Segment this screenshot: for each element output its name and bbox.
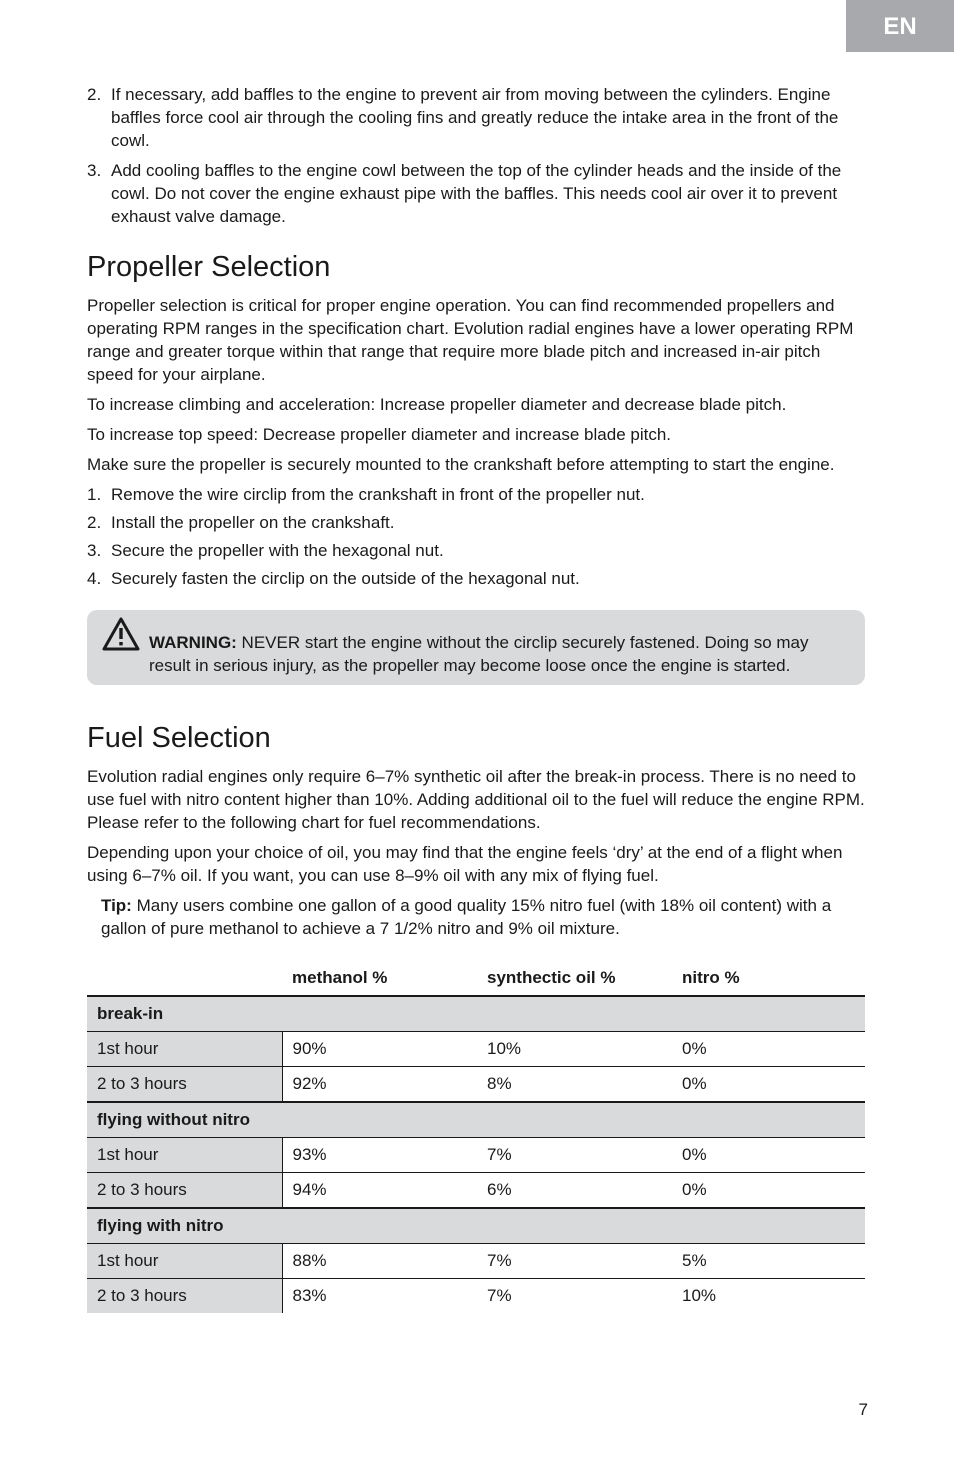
language-tab: EN bbox=[846, 0, 954, 52]
warning-label: WARNING: bbox=[149, 633, 237, 652]
table-cell: 0% bbox=[672, 1032, 865, 1067]
table-cell: 1st hour bbox=[87, 1138, 282, 1173]
table-cell: 10% bbox=[672, 1279, 865, 1314]
fuel-heading: Fuel Selection bbox=[87, 722, 271, 754]
table-cell: 93% bbox=[282, 1138, 477, 1173]
table-cell: 0% bbox=[672, 1138, 865, 1173]
step-number: 4. bbox=[87, 569, 102, 588]
tip-text: Many users combine one gallon of a good quality 15% nitro fuel (with 18% oil content) with a gallon of pure methanol to achieve a 7 1/2% nitro and 9% oil mixture. bbox=[101, 896, 832, 938]
warning-triangle-icon bbox=[101, 616, 141, 652]
group-title: break-in bbox=[87, 996, 865, 1032]
tip bbox=[87, 894, 865, 940]
table-row bbox=[87, 1138, 865, 1173]
step-number: 2. bbox=[87, 513, 102, 532]
table-cell: 7% bbox=[477, 1138, 672, 1173]
step-text: Install the propeller on the crankshaft. bbox=[111, 513, 395, 532]
table-cell: 2 to 3 hours bbox=[87, 1067, 282, 1103]
table-cell: 88% bbox=[282, 1244, 477, 1279]
table-group-row bbox=[87, 996, 865, 1032]
step-text: If necessary, add baffles to the engine to prevent air from moving between the cylinders. Engine baffles force cool air through the cooling fins and greatly reduce the intake area in the front of the cowl. bbox=[111, 85, 839, 150]
table-row bbox=[87, 1279, 865, 1314]
column-header bbox=[87, 960, 282, 996]
table-cell: 0% bbox=[672, 1067, 865, 1103]
table-cell: 8% bbox=[477, 1067, 672, 1103]
warning-box bbox=[87, 610, 865, 685]
table-cell: 6% bbox=[477, 1173, 672, 1209]
table-header-row bbox=[87, 960, 865, 996]
table-cell: 2 to 3 hours bbox=[87, 1279, 282, 1314]
page-content bbox=[87, 83, 865, 1313]
column-header: synthectic oil % bbox=[477, 960, 672, 996]
list-item bbox=[87, 567, 865, 590]
table-cell: 10% bbox=[477, 1032, 672, 1067]
table-group-row bbox=[87, 1208, 865, 1244]
step-text: Remove the wire circlip from the crankshaft in front of the propeller nut. bbox=[111, 485, 645, 504]
table-cell: 1st hour bbox=[87, 1244, 282, 1279]
step-number: 3. bbox=[87, 541, 102, 560]
step-number: 3. bbox=[87, 161, 102, 180]
list-item bbox=[87, 511, 865, 534]
table-cell: 1st hour bbox=[87, 1032, 282, 1067]
table-cell: 5% bbox=[672, 1244, 865, 1279]
warning-text bbox=[149, 616, 847, 677]
paragraph: To increase climbing and acceleration: Increase propeller diameter and decrease blade pitch. bbox=[87, 395, 787, 414]
tip-label: Tip: bbox=[101, 896, 132, 915]
fuel-table bbox=[87, 960, 865, 1313]
column-header: nitro % bbox=[672, 960, 865, 996]
engine-baffle-steps bbox=[87, 83, 865, 228]
table-row bbox=[87, 1244, 865, 1279]
paragraph: To increase top speed: Decrease propeller diameter and increase blade pitch. bbox=[87, 425, 672, 444]
list-item bbox=[87, 83, 865, 152]
paragraph: Propeller selection is critical for proper engine operation. You can find recommended propellers and operating RPM ranges in the specification chart. Evolution radial engines have a lower operating RPM range and greater torque within that range that require more blade pitch and increased in-air pitch speed for your airplane. bbox=[87, 296, 854, 384]
group-title: flying with nitro bbox=[87, 1208, 865, 1244]
column-header: methanol % bbox=[282, 960, 477, 996]
paragraph: Depending upon your choice of oil, you may find that the engine feels ‘dry’ at the end of a flight when using 6–7% oil. If you want, you can use 8–9% oil with any mix of flying fuel. bbox=[87, 843, 843, 885]
propeller-steps bbox=[87, 483, 865, 590]
page-number: 7 bbox=[858, 1400, 868, 1419]
step-number: 2. bbox=[87, 85, 102, 104]
paragraph: Make sure the propeller is securely mounted to the crankshaft before attempting to start the engine. bbox=[87, 455, 835, 474]
table-row bbox=[87, 1173, 865, 1209]
group-title: flying without nitro bbox=[87, 1102, 865, 1138]
table-cell: 0% bbox=[672, 1173, 865, 1209]
table-group-row bbox=[87, 1102, 865, 1138]
list-item bbox=[87, 539, 865, 562]
step-number: 1. bbox=[87, 485, 102, 504]
table-cell: 94% bbox=[282, 1173, 477, 1209]
propeller-heading: Propeller Selection bbox=[87, 251, 331, 283]
step-text: Add cooling baffles to the engine cowl between the top of the cylinder heads and the inside of the cowl. Do not cover the engine exhaust pipe with the baffles. This needs cool air over it to prevent exhaust valve damage. bbox=[111, 161, 842, 226]
table-cell: 7% bbox=[477, 1279, 672, 1314]
table-cell: 83% bbox=[282, 1279, 477, 1314]
table-row bbox=[87, 1032, 865, 1067]
table-cell: 90% bbox=[282, 1032, 477, 1067]
step-text: Securely fasten the circlip on the outside of the hexagonal nut. bbox=[111, 569, 580, 588]
table-cell: 92% bbox=[282, 1067, 477, 1103]
table-row bbox=[87, 1067, 865, 1103]
list-item bbox=[87, 159, 865, 228]
list-item bbox=[87, 483, 865, 506]
table-cell: 2 to 3 hours bbox=[87, 1173, 282, 1209]
step-text: Secure the propeller with the hexagonal nut. bbox=[111, 541, 444, 560]
warning-message: NEVER start the engine without the circlip securely fastened. Doing so may result in serious injury, as the propeller may become loose once the engine is started. bbox=[149, 633, 809, 675]
paragraph: Evolution radial engines only require 6–7% synthetic oil after the break-in process. There is no need to use fuel with nitro content higher than 10%. Adding additional oil to the fuel will reduce the engine RPM. Please refer to the following chart for fuel recommendations. bbox=[87, 767, 865, 832]
table-cell: 7% bbox=[477, 1244, 672, 1279]
